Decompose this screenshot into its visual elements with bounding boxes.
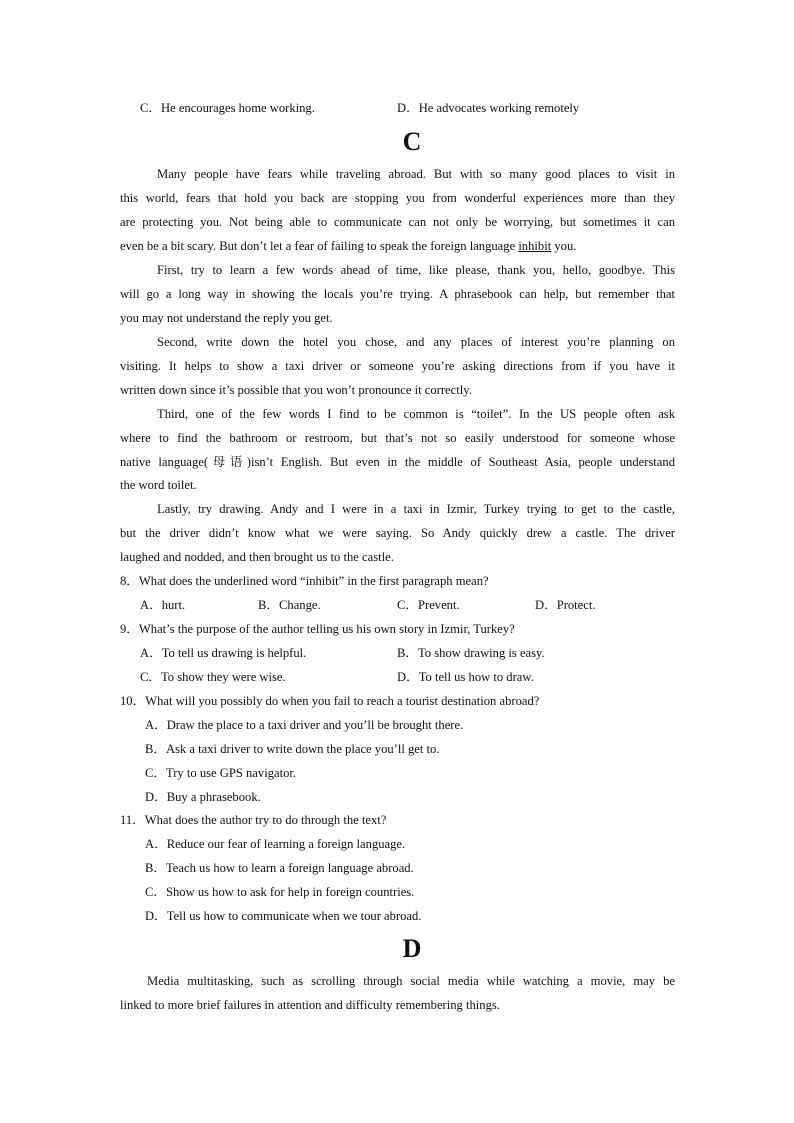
underlined-word: inhibit [518,239,552,253]
q8-option-d: D．Protect. [535,598,596,612]
question-11-stem: 11．What does the author try to do through the text? [120,813,387,827]
paragraph-line: native language(母语)isn’t English. But even in the middle of Southeast Asia, people understand [120,455,675,469]
q11-option-d: D．Tell us how to communicate when we tour abroad. [145,909,422,923]
paragraph-line: Lastly, try drawing. Andy and I were in a taxi in Izmir, Turkey trying to get to the castle, [157,502,675,516]
q8-option-a: A．hurt. [140,598,186,612]
q9-option-d: D．To tell us how to draw. [397,670,534,684]
q9-option-c: C．To show they were wise. [140,670,286,684]
q11-option-b: B．Teach us how to learn a foreign language abroad. [145,861,414,875]
text-fragment: you. [551,239,577,253]
q10-option-a: A．Draw the place to a taxi driver and you’ll be brought there. [145,718,464,732]
section-title-c: C [402,127,422,156]
prev-option-d: D．He advocates working remotely [397,101,580,115]
paragraph-line: visiting. It helps to show a taxi driver or someone you’re asking directions from if you have it [120,359,675,373]
paragraph-line: Second, write down the hotel you chose, and any places of interest you’re planning on [157,335,675,349]
paragraph-line: this world, fears that hold you back are stopping you from wonderful experiences more than they [120,191,675,205]
q10-option-b: B．Ask a taxi driver to write down the place you’ll get to. [145,742,440,756]
paragraph-line: written down since it’s possible that you won’t pronounce it correctly. [120,383,472,397]
paragraph-line: you may not understand the reply you get. [120,311,333,325]
q9-option-b: B．To show drawing is easy. [397,646,545,660]
paragraph-line: but the driver didn’t know what we were saying. So Andy quickly drew a castle. The driver [120,526,675,540]
paragraph-line: laughed and nodded, and then brought us to the castle. [120,550,394,564]
q8-option-b: B．Change. [258,598,321,612]
q8-option-c: C．Prevent. [397,598,460,612]
question-9-stem: 9．What’s the purpose of the author telling us his own story in Izmir, Turkey? [120,622,515,636]
text-fragment: even be a bit scary. But don’t let a fear of failing to speak the foreign language [120,239,519,253]
paragraph-line: linked to more brief failures in attention and difficulty remembering things. [120,998,500,1012]
paragraph-line: are protecting you. Not being able to communicate can not only be worrying, but sometimes it can [120,215,675,229]
paragraph-line: Media multitasking, such as scrolling through social media while watching a movie, may be [147,974,675,988]
paragraph-line: where to find the bathroom or restroom, but that’s not so easily understood for someone whose [120,431,675,445]
q11-option-c: C．Show us how to ask for help in foreign countries. [145,885,415,899]
paragraph-line [120,238,576,254]
question-10-stem: 10．What will you possibly do when you fail to reach a tourist destination abroad? [120,694,540,708]
q10-option-d: D．Buy a phrasebook. [145,790,261,804]
q11-option-a: A．Reduce our fear of learning a foreign language. [145,837,406,851]
paragraph-line: the word toilet. [120,478,197,492]
paragraph-line: will go a long way in showing the locals you’re trying. A phrasebook can help, but remember that [120,287,675,301]
paragraph-line: Third, one of the few words I find to be common is “toilet”. In the US people often ask [157,407,675,421]
section-title-d: D [402,934,422,963]
q10-option-c: C．Try to use GPS navigator. [145,766,297,780]
prev-option-c: C．He encourages home working. [140,101,315,115]
question-8-stem: 8．What does the underlined word “inhibit” in the first paragraph mean? [120,574,489,588]
q9-option-a: A．To tell us drawing is helpful. [140,646,307,660]
paragraph-line: Many people have fears while traveling abroad. But with so many good places to visit in [157,167,675,181]
paragraph-line: First, try to learn a few words ahead of time, like please, thank you, hello, goodbye. This [157,263,675,277]
